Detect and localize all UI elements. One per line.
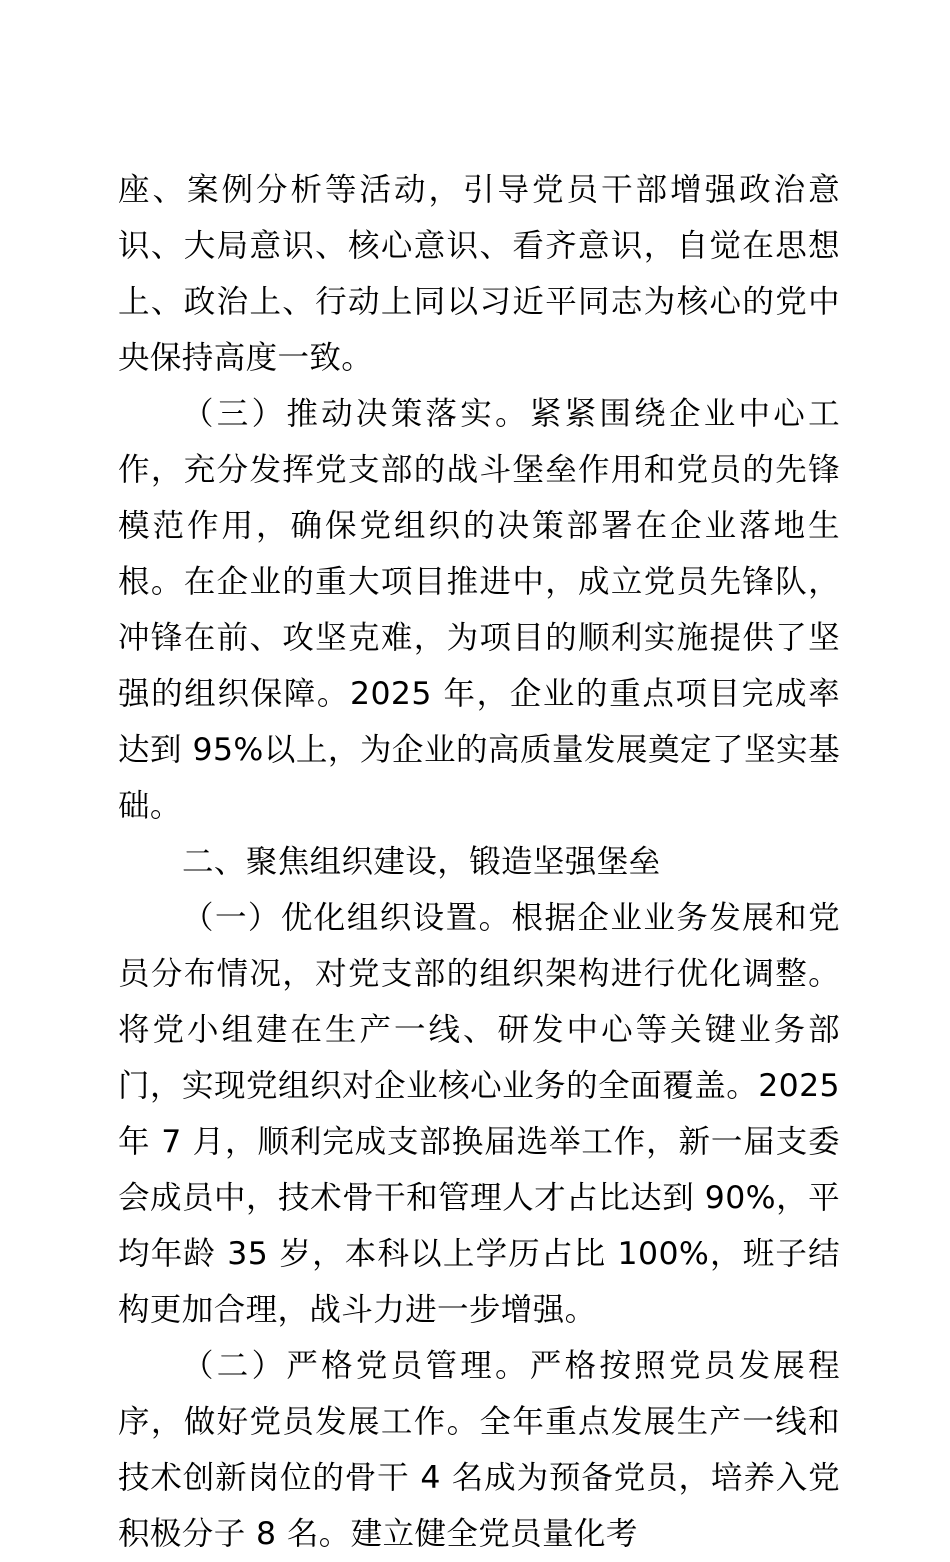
paragraph-section-2-item-2: （二）严格党员管理。严格按照党员发展程序，做好党员发展工作。全年重点发展生产一线和技术创新岗位的骨干 4 名成为预备党员，培养入党积极分子 8 名。建立健全党员量化考 xyxy=(118,1348,840,1552)
paragraph-section-2-item-1: （一）优化组织设置。根据企业业务发展和党员分布情况，对党支部的组织架构进行优化调整。将党小组建在生产一线、研发中心等关键业务部门，实现党组织对企业核心业务的全面覆盖。2025 年 7 月，顺利完成支部换届选举工作，新一届支委会成员中，技术骨干和管理人才占比达到 90%，平均年龄 35 岁，本科以上学历占比 100%，班子结构更加合理，战斗力进一步增强。 xyxy=(118,900,840,1328)
paragraph-continuation: 座、案例分析等活动，引导党员干部增强政治意识、大局意识、核心意识、看齐意识，自觉在思想上、政治上、行动上同以习近平同志为核心的党中央保持高度一致。 xyxy=(118,172,840,376)
heading-section-2: 二、聚焦组织建设，锻造坚强堡垒 xyxy=(182,844,661,880)
document-body xyxy=(118,162,840,1562)
paragraph-section-1-item-3: （三）推动决策落实。紧紧围绕企业中心工作，充分发挥党支部的战斗堡垒作用和党员的先锋模范作用，确保党组织的决策部署在企业落地生根。在企业的重大项目推进中，成立党员先锋队，冲锋在前、攻坚克难，为项目的顺利实施提供了坚强的组织保障。2025 年，企业的重点项目完成率达到 95%以上，为企业的高质量发展奠定了坚实基础。 xyxy=(118,396,840,824)
